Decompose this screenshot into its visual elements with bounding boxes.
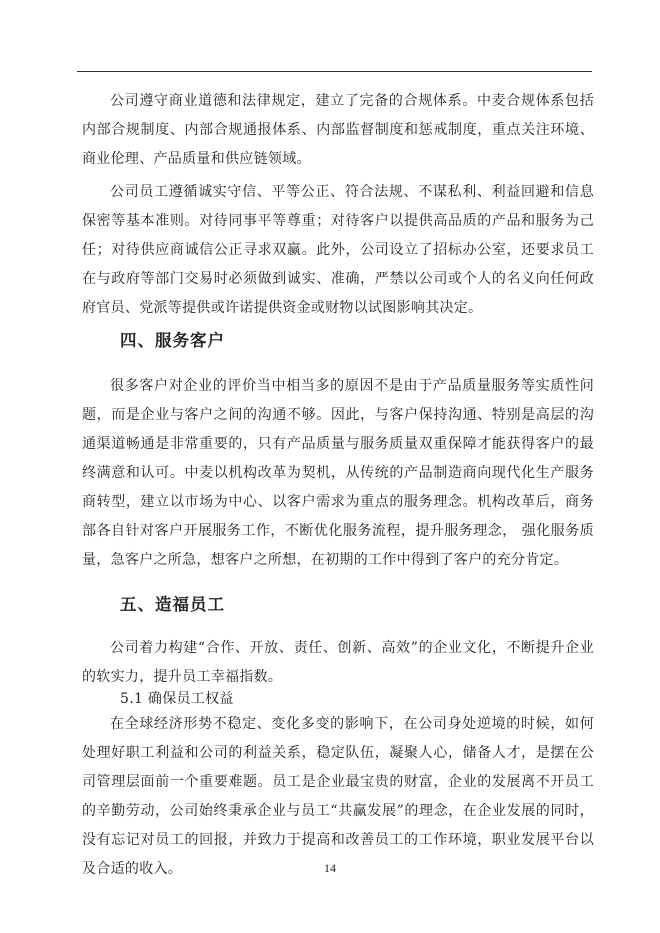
culture-paragraph: 公司着力构建“合作、开放、责任、创新、高效”的企业文化，不断提升企业的软实力，提升员工幸福指数。 (82, 640, 594, 685)
section-heading-customer-service: 四、服务客户 (120, 331, 225, 350)
section-heading-employee-welfare: 五、造福员工 (120, 595, 225, 614)
page-number: 14 (324, 861, 336, 875)
header-rule (77, 71, 592, 72)
employee-rights-paragraph: 在全球经济形势不稳定、变化多变的影响下，在公司身处逆境的时候，如何处理好职工利益和公司的利益关系，稳定队伍，凝聚人心，储备人才，是摆在公司管理层面前一个重要难题。员工是企业最宝贵的财富，企业的发展离不开员工的辛勤劳动，公司始终秉承企业与员工“共赢发展”的理念，在企业发展的同时， 没有忘记对员工的回报，并致力于提高和改善员工的工作环境，职业发展平台以及合适的收入。 (82, 716, 594, 877)
subsection-title-employee-rights: 5.1 确保员工权益 (120, 691, 234, 707)
integrity-paragraph: 公司员工遵循诚实守信、平等公正、符合法规、不谋私利、利益回避和信息保密等基本准则。对待同事平等尊重；对待客户以提供高品质的产品和服务为己任；对待供应商诚信公正寻求双赢。此外，公司设立了招标办公室，还要求员工在与政府等部门交易时必须做到诚实、准确，严禁以公司或个人的名义向任何政府官员、党派等提供或许诺提供资金或财物以试图影响其决定。 (82, 184, 594, 316)
customer-service-paragraph: 很多客户对企业的评价当中相当多的原因不是由于产品质量服务等实质性问题，而是企业与客户之间的沟通不够。因此，与客户保持沟通、特别是高层的沟通渠道畅通是非常重要的，只有产品质量与服务质量双重保障才能获得客户的最终满意和认可。中麦以机构改革为契机，从传统的产品制造商向现代化生产服务商转型，建立以市场为中心、以客户需求为重点的服务理念。机构改革后，商务部各自针对客户开展服务工作，不断优化服务流程，提升服务理念， 强化服务质量，急客户之所急，想客户之所想，在初期的工作中得到了客户的充分肯定。 (82, 378, 594, 568)
compliance-paragraph: 公司遵守商业道德和法律规定，建立了完备的合规体系。中麦合规体系包括内部合规制度、内部合规通报体系、内部监督制度和惩戒制度，重点关注环境、商业伦理、产品质量和供应链领域。 (82, 93, 594, 167)
